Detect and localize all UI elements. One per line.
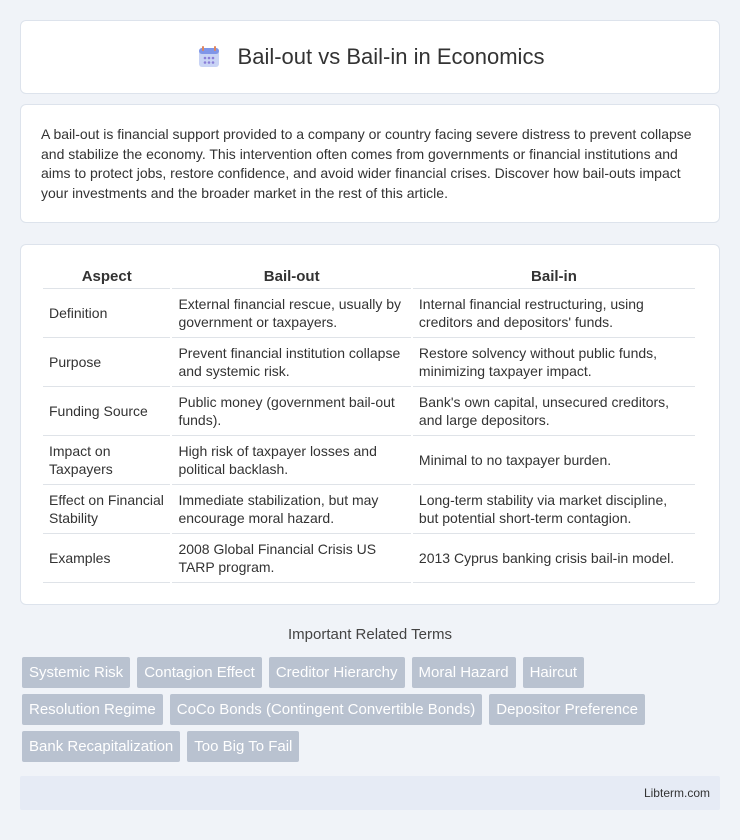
page-header (20, 20, 720, 94)
cell-aspect: Definition (43, 289, 170, 338)
cell-bail-out: Immediate stabilization, but may encourage moral hazard. (172, 485, 410, 534)
table-row (43, 436, 695, 485)
cell-bail-out: High risk of taxpayer losses and political backlash. (172, 436, 410, 485)
intro-section (20, 104, 720, 223)
comparison-table (41, 265, 697, 583)
cell-bail-out: Public money (government bail-out funds). (172, 387, 410, 436)
tag-row (22, 657, 722, 688)
cell-aspect: Purpose (43, 338, 170, 387)
tag-creditor-hierarchy[interactable]: Creditor Hierarchy (269, 657, 405, 688)
cell-aspect: Examples (43, 534, 170, 583)
intro-text: A bail-out is financial support provided to a company or country facing severe distress to prevent collapse and stabilize the economy. This intervention often comes from governments or financial institutions and aims to protect jobs, restore confidence, and avoid wider financial crises. Discover how bail-outs impact your investments and the broader market in the rest of this article. (41, 126, 692, 201)
tag-systemic-risk[interactable]: Systemic Risk (22, 657, 130, 688)
header-bail-in: Bail-in (413, 265, 695, 289)
table-header-row (43, 265, 695, 289)
footer-site-link[interactable]: Libterm.com (643, 786, 710, 800)
table-row (43, 485, 695, 534)
header-aspect: Aspect (43, 265, 170, 289)
cell-bail-in: Internal financial restructuring, using creditors and depositors' funds. (413, 289, 695, 338)
cell-aspect: Funding Source (43, 387, 170, 436)
tag-bank-recapitalization[interactable]: Bank Recapitalization (22, 731, 180, 762)
tag-haircut[interactable]: Haircut (523, 657, 585, 688)
cell-bail-out: Prevent financial institution collapse and systemic risk. (172, 338, 410, 387)
tag-contagion-effect[interactable]: Contagion Effect (137, 657, 262, 688)
tag-moral-hazard[interactable]: Moral Hazard (412, 657, 516, 688)
table-row (43, 534, 695, 583)
cell-bail-out: 2008 Global Financial Crisis US TARP program. (172, 534, 410, 583)
cell-bail-in: Bank's own capital, unsecured creditors, and large depositors. (413, 387, 695, 436)
table-row (43, 289, 695, 338)
cell-bail-in: Minimal to no taxpayer burden. (413, 436, 695, 485)
calendar-grid-icon (196, 44, 222, 70)
footer (20, 776, 720, 810)
header-bail-out: Bail-out (172, 265, 410, 289)
tag-too-big-to-fail[interactable]: Too Big To Fail (187, 731, 299, 762)
cell-aspect: Effect on Financial Stability (43, 485, 170, 534)
comparison-table-card (20, 244, 720, 605)
table-row (43, 338, 695, 387)
cell-bail-in: 2013 Cyprus banking crisis bail-in model. (413, 534, 695, 583)
related-terms-title: Important Related Terms (288, 626, 452, 643)
tag-resolution-regime[interactable]: Resolution Regime (22, 694, 163, 725)
tag-coco-bonds[interactable]: CoCo Bonds (Contingent Convertible Bonds) (170, 694, 483, 725)
tag-row (22, 731, 722, 762)
tag-depositor-preference[interactable]: Depositor Preference (489, 694, 645, 725)
cell-bail-out: External financial rescue, usually by government or taxpayers. (172, 289, 410, 338)
table-row (43, 387, 695, 436)
page-title: Bail-out vs Bail-in in Economics (237, 44, 545, 69)
related-terms-list (22, 657, 722, 768)
cell-bail-in: Restore solvency without public funds, minimizing taxpayer impact. (413, 338, 695, 387)
cell-bail-in: Long-term stability via market discipline, but potential short-term contagion. (413, 485, 695, 534)
tag-row (22, 694, 722, 725)
cell-aspect: Impact on Taxpayers (43, 436, 170, 485)
